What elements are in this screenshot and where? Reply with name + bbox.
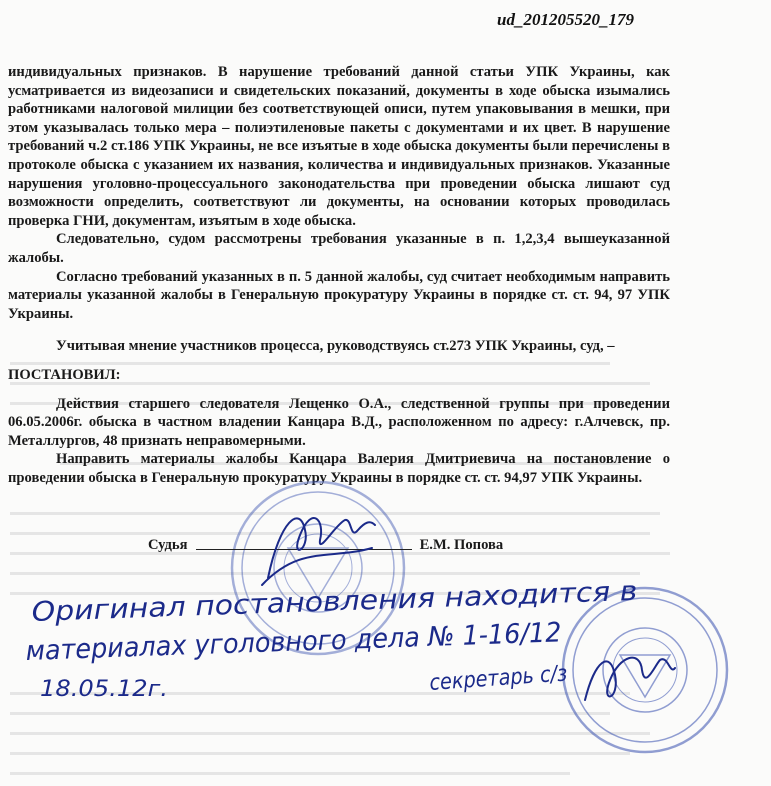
handwritten-note-secretary: секретарь с/з <box>428 660 588 696</box>
secretary-signature <box>585 658 675 700</box>
paragraph-violations: индивидуальных признаков. В нарушение требований данной статьи УПК Украины, как усматривается из видеозаписи и свидетельских показаний, документы в ходе обыска изымались работниками налоговой милиции без соответствующей описи, путем упаковывания в мешки, при этом указывалась только мера – полиэтиленовые пакеты с документами и их цвет. В нарушение требований ч.2 ст.186 УПК Украины, не все изъятые в ходе обыска документы были перечислены в протоколе обыска с указанием их названия, количества и индивидуальных признаков. Указанные нарушения уголовно-процессуального законодательства при проведении обыска лишают суд возможности определить, соответствуют ли документы, на основании которых проводилась проверка ГНИ, документам, изъятым в ходе обыска. <box>8 64 670 229</box>
judge-label: Судья <box>148 537 188 553</box>
document-id: ud_201205520_179 <box>497 10 634 29</box>
handwritten-note-date: 18.05.12г. <box>40 677 168 702</box>
paragraph-considering: Учитывая мнение участников процесса, руководствуясь ст.273 УПК Украины, суд, – <box>56 338 615 355</box>
handwritten-note-line2: материалах уголовного дела № 1-16/12 <box>25 616 594 667</box>
ruling-item-unlawful: Действия старшего следователя Лещенко О.А., следственной группы при проведении 06.05.2006г. обыска в частном владении Канцара В.Д., расположенном по адресу: г.Алчевск, пр. Металлургов, 48 признать неправомерными. <box>8 395 670 449</box>
signature-line <box>196 549 412 550</box>
paragraph-referral: Согласно требований указанных в п. 5 данной жалобы, суд считает необходимым направить материалы указанной жалобы в Генеральную прокуратуру Украины в порядке ст. ст. 94, 97 УПК Украины. <box>8 268 670 322</box>
court-stamp-right <box>560 585 730 755</box>
paragraph-conclusion: Следовательно, судом рассмотрены требования указанные в п. 1,2,3,4 вышеуказанной жалобы. <box>8 231 670 266</box>
signature-block <box>148 537 668 554</box>
ruling-item-send-materials: Направить материалы жалобы Канцара Валерия Дмитриевича на постановление о проведении обыска в Генеральную прокуратуру Украины в порядке ст. ст. 94,97 УПК Украины. <box>8 451 670 486</box>
court-stamp-left <box>228 478 408 658</box>
ruling-heading: ПОСТАНОВИЛ: <box>8 366 121 383</box>
handwritten-note-line1: Оригинал постановления находится в <box>31 577 580 628</box>
document-body <box>8 63 670 487</box>
judge-name: Е.М. Попова <box>419 537 504 553</box>
